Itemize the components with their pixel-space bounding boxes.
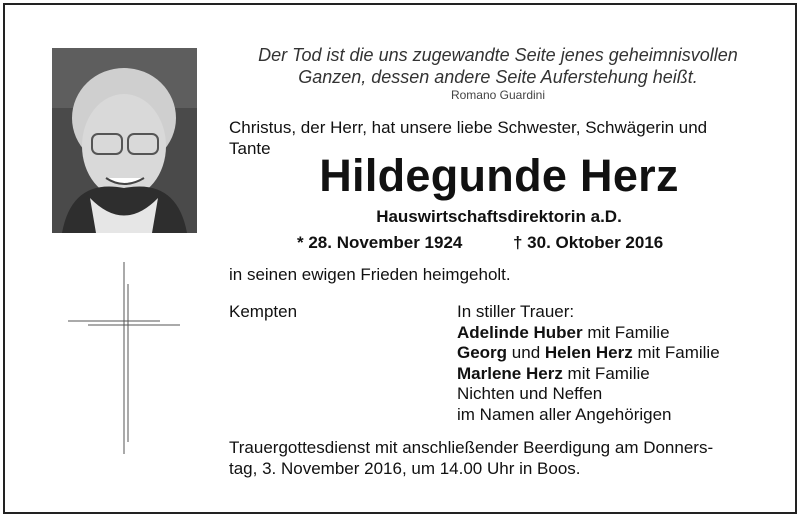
mourner-line: Georg und Helen Herz mit Familie xyxy=(457,343,720,362)
mourners-list xyxy=(457,302,767,425)
mourners-heading: In stiller Trauer: xyxy=(457,302,575,321)
intro-line: Christus, der Herr, hat unsere liebe Schwester, Schwägerin und xyxy=(229,118,708,137)
place: Kempten xyxy=(229,302,298,321)
service-line: Trauergottesdienst mit anschließender Beerdigung am Donners- xyxy=(229,438,714,457)
quote-author: Romano Guardini xyxy=(450,88,546,102)
peace-text: in seinen ewigen Frieden heimgeholt. xyxy=(229,265,511,284)
funeral-service-info xyxy=(229,437,769,479)
cross-icon xyxy=(68,262,182,454)
mourner-line: Nichten und Neffen xyxy=(457,384,603,403)
birth-date: * 28. November 1924 xyxy=(297,233,463,252)
mourner-line: Adelinde Huber mit Familie xyxy=(457,322,670,342)
deceased-title: Hauswirtschaftsdirektorin a.D. xyxy=(376,207,622,226)
deceased-name: Hildegunde Herz xyxy=(319,150,679,201)
mourner-line: im Namen aller Angehörigen xyxy=(457,404,672,424)
service-line: tag, 3. November 2016, um 14.00 Uhr in Boos. xyxy=(229,459,581,478)
intro-line: Tante xyxy=(229,139,271,158)
death-date: † 30. Oktober 2016 xyxy=(513,233,664,252)
mourner-line: Marlene Herz mit Familie xyxy=(457,363,650,383)
quote xyxy=(232,44,764,88)
quote-line: Der Tod ist die uns zugewandte Seite jenes geheimnisvollen xyxy=(258,45,738,65)
quote-line: Ganzen, dessen andere Seite Auferstehung heißt. xyxy=(298,67,698,87)
portrait-photo xyxy=(52,48,197,233)
